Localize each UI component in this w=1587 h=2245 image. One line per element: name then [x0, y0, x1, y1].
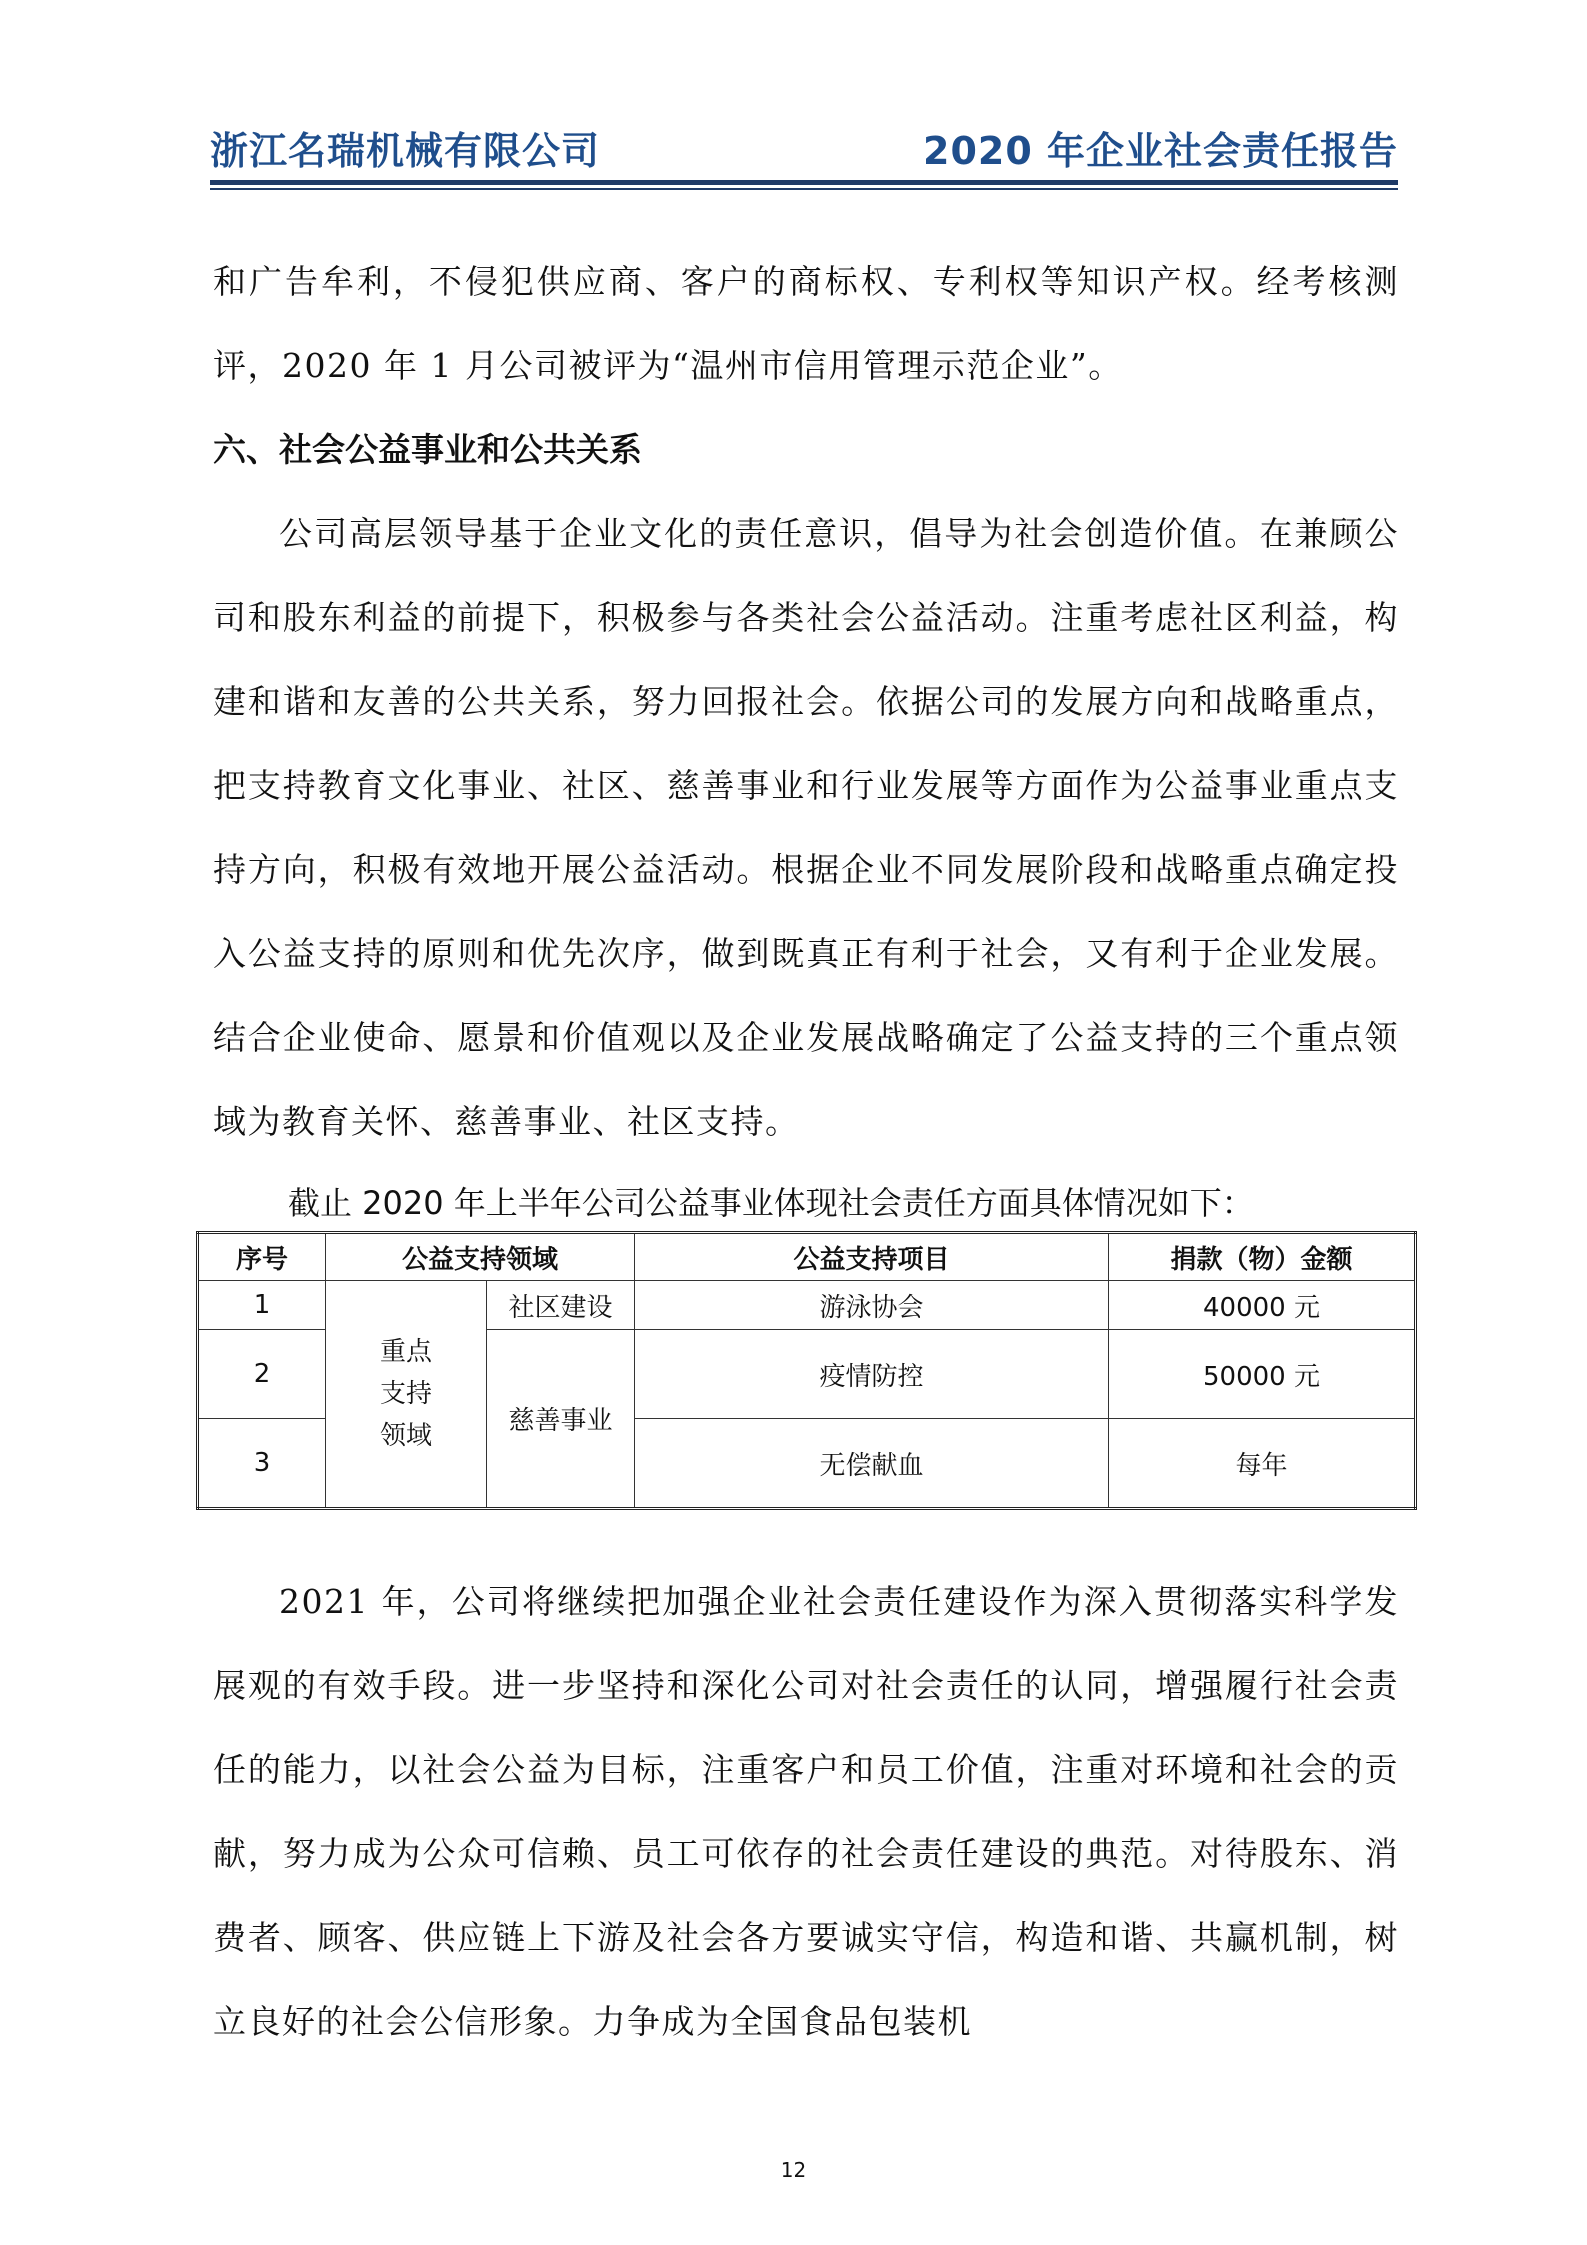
paragraph-continued: 和广告牟利，不侵犯供应商、客户的商标权、专利权等知识产权。经考核测评，2020 年 1 月公司被评为“温州市信用管理示范企业”。	[213, 262, 1399, 385]
page-number: 12	[780, 2158, 807, 2182]
page-header	[210, 108, 1398, 198]
row-project: 游泳协会	[635, 1281, 1109, 1330]
row-no: 3	[198, 1419, 326, 1509]
section-heading: 六、社会公益事业和公共关系	[213, 430, 642, 469]
header-amount: 捐款（物）金额	[1109, 1233, 1416, 1281]
header-field: 公益支持领域	[326, 1233, 635, 1281]
group-label-line: 支持	[379, 1379, 432, 1409]
header-project: 公益支持项目	[635, 1233, 1109, 1281]
row-project: 疫情防控	[635, 1330, 1109, 1419]
group-label-line: 领域	[379, 1421, 432, 1451]
row-amount: 50000 元	[1109, 1330, 1416, 1419]
row-no: 1	[198, 1281, 326, 1330]
group-label	[326, 1281, 487, 1509]
header-no: 序号	[198, 1233, 326, 1281]
row-category: 慈善事业	[487, 1330, 635, 1509]
row-amount: 每年	[1109, 1419, 1416, 1509]
row-amount: 40000 元	[1109, 1281, 1416, 1330]
row-no: 2	[198, 1330, 326, 1419]
row-category: 社区建设	[487, 1281, 635, 1330]
table-row	[198, 1281, 1416, 1330]
main-text	[213, 240, 1399, 1242]
group-label-line: 重点	[379, 1337, 432, 1367]
header-rule-thick	[210, 180, 1398, 185]
table-intro: 截止 2020 年上半年公司公益事业体现社会责任方面具体情况如下：	[288, 1184, 1254, 1222]
main-text-after-table	[213, 1560, 1399, 2064]
header-rule-thin	[210, 188, 1398, 190]
row-project: 无偿献血	[635, 1419, 1109, 1509]
table-header-row	[198, 1233, 1416, 1281]
paragraph-public-welfare: 公司高层领导基于企业文化的责任意识，倡导为社会创造价值。在兼顾公司和股东利益的前提下，积极参与各类社会公益活动。注重考虑社区利益，构建和谐和友善的公共关系，努力回报社会。依据公司的发展方向和战略重点，把支持教育文化事业、社区、慈善事业和行业发展等方面作为公益事业重点支持方向，积极有效地开展公益活动。根据企业不同发展阶段和战略重点确定投入公益支持的原则和优先次序，做到既真正有利于社会，又有利于企业发展。结合企业使命、愿景和价值观以及企业发展战略确定了公益支持的三个重点领域为教育关怀、慈善事业、社区支持。	[213, 514, 1399, 1141]
company-name: 浙江名瑞机械有限公司	[210, 129, 601, 173]
paragraph-2021: 2021 年，公司将继续把加强企业社会责任建设作为深入贯彻落实科学发展观的有效手段。进一步坚持和深化公司对社会责任的认同，增强履行社会责任的能力，以社会公益为目标，注重客户和员工价值，注重对环境和社会的贡献，努力成为公众可信赖、员工可依存的社会责任建设的典范。对待股东、消费者、顾客、供应链上下游及社会各方要诚实守信，构造和谐、共赢机制，树立良好的社会公信形象。力争成为全国食品包装机	[213, 1582, 1399, 2041]
report-title: 2020 年企业社会责任报告	[923, 129, 1398, 173]
donation-table	[196, 1231, 1417, 1510]
